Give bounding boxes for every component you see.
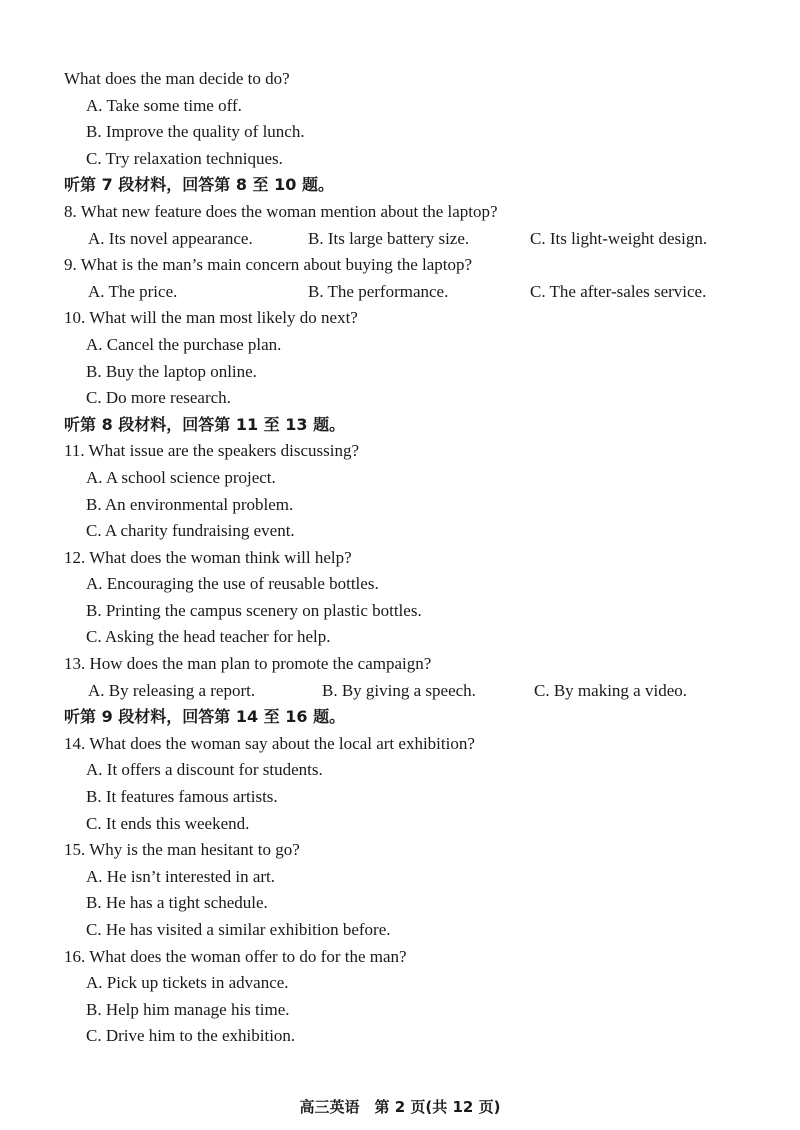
option-c: C. Try relaxation techniques. <box>86 148 283 168</box>
listening-questions <box>0 66 800 1050</box>
question-stem: 10. What will the man most likely do next? <box>64 308 358 328</box>
option-a: A. The price. <box>88 281 178 301</box>
option-a: A. By releasing a report. <box>88 680 256 700</box>
question-stem: 14. What does the woman say about the local art exhibition? <box>64 733 475 753</box>
option-b: B. Its large battery size. <box>308 228 470 248</box>
options-row <box>0 678 800 705</box>
option-b: B. Printing the campus scenery on plastic bottles. <box>86 600 422 620</box>
option-a: A. A school science project. <box>86 467 276 487</box>
option-c: C. Asking the head teacher for help. <box>86 627 331 647</box>
option-a: A. Encouraging the use of reusable bottles. <box>86 574 379 594</box>
section-header: 听第 9 段材料，回答第 14 至 16 题。 <box>64 707 346 727</box>
option-b: B. He has a tight schedule. <box>86 893 268 913</box>
option-c: C. The after-sales service. <box>530 281 707 301</box>
option-c: C. Its light-weight design. <box>530 228 708 248</box>
option-b: B. Buy the laptop online. <box>86 361 257 381</box>
section-header: 听第 7 段材料，回答第 8 至 10 题。 <box>64 175 334 195</box>
option-b: B. It features famous artists. <box>86 787 278 807</box>
options-row <box>0 226 800 253</box>
section-header: 听第 8 段材料，回答第 11 至 13 题。 <box>64 414 346 434</box>
option-a: A. Pick up tickets in advance. <box>86 973 289 993</box>
option-c: C. He has visited a similar exhibition before. <box>86 920 391 939</box>
option-b: B. By giving a speech. <box>322 680 476 700</box>
option-c: C. Do more research. <box>86 388 231 408</box>
option-a: A. He isn’t interested in art. <box>86 866 276 886</box>
question-stem: 12. What does the woman think will help? <box>64 547 352 567</box>
question-stem: 16. What does the woman offer to do for the man? <box>64 946 407 966</box>
option-b: B. Help him manage his time. <box>86 999 290 1019</box>
question-stem: What does the man decide to do? <box>64 69 290 88</box>
option-b: B. Improve the quality of lunch. <box>86 122 305 142</box>
option-c: C. It ends this weekend. <box>86 813 250 833</box>
option-a: A. Take some time off. <box>86 95 242 115</box>
question-stem: 15. Why is the man hesitant to go? <box>64 840 300 860</box>
option-c: C. A charity fundraising event. <box>86 521 295 541</box>
option-b: B. An environmental problem. <box>86 494 294 514</box>
option-c: C. Drive him to the exhibition. <box>86 1026 296 1046</box>
options-row <box>0 279 800 306</box>
option-b: B. The performance. <box>308 281 449 301</box>
option-a: A. Its novel appearance. <box>88 228 253 248</box>
question-stem: 11. What issue are the speakers discussing? <box>64 441 360 461</box>
page-footer: 高三英语 第 2 页(共 12 页) <box>299 1098 501 1116</box>
question-stem: 13. How does the man plan to promote the campaign? <box>64 654 432 674</box>
question-stem: 8. What new feature does the woman mention about the laptop? <box>64 201 498 221</box>
option-a: A. It offers a discount for students. <box>86 760 323 780</box>
question-stem: 9. What is the man’s main concern about buying the laptop? <box>64 255 473 275</box>
option-c: C. By making a video. <box>534 680 687 700</box>
option-a: A. Cancel the purchase plan. <box>86 334 282 354</box>
